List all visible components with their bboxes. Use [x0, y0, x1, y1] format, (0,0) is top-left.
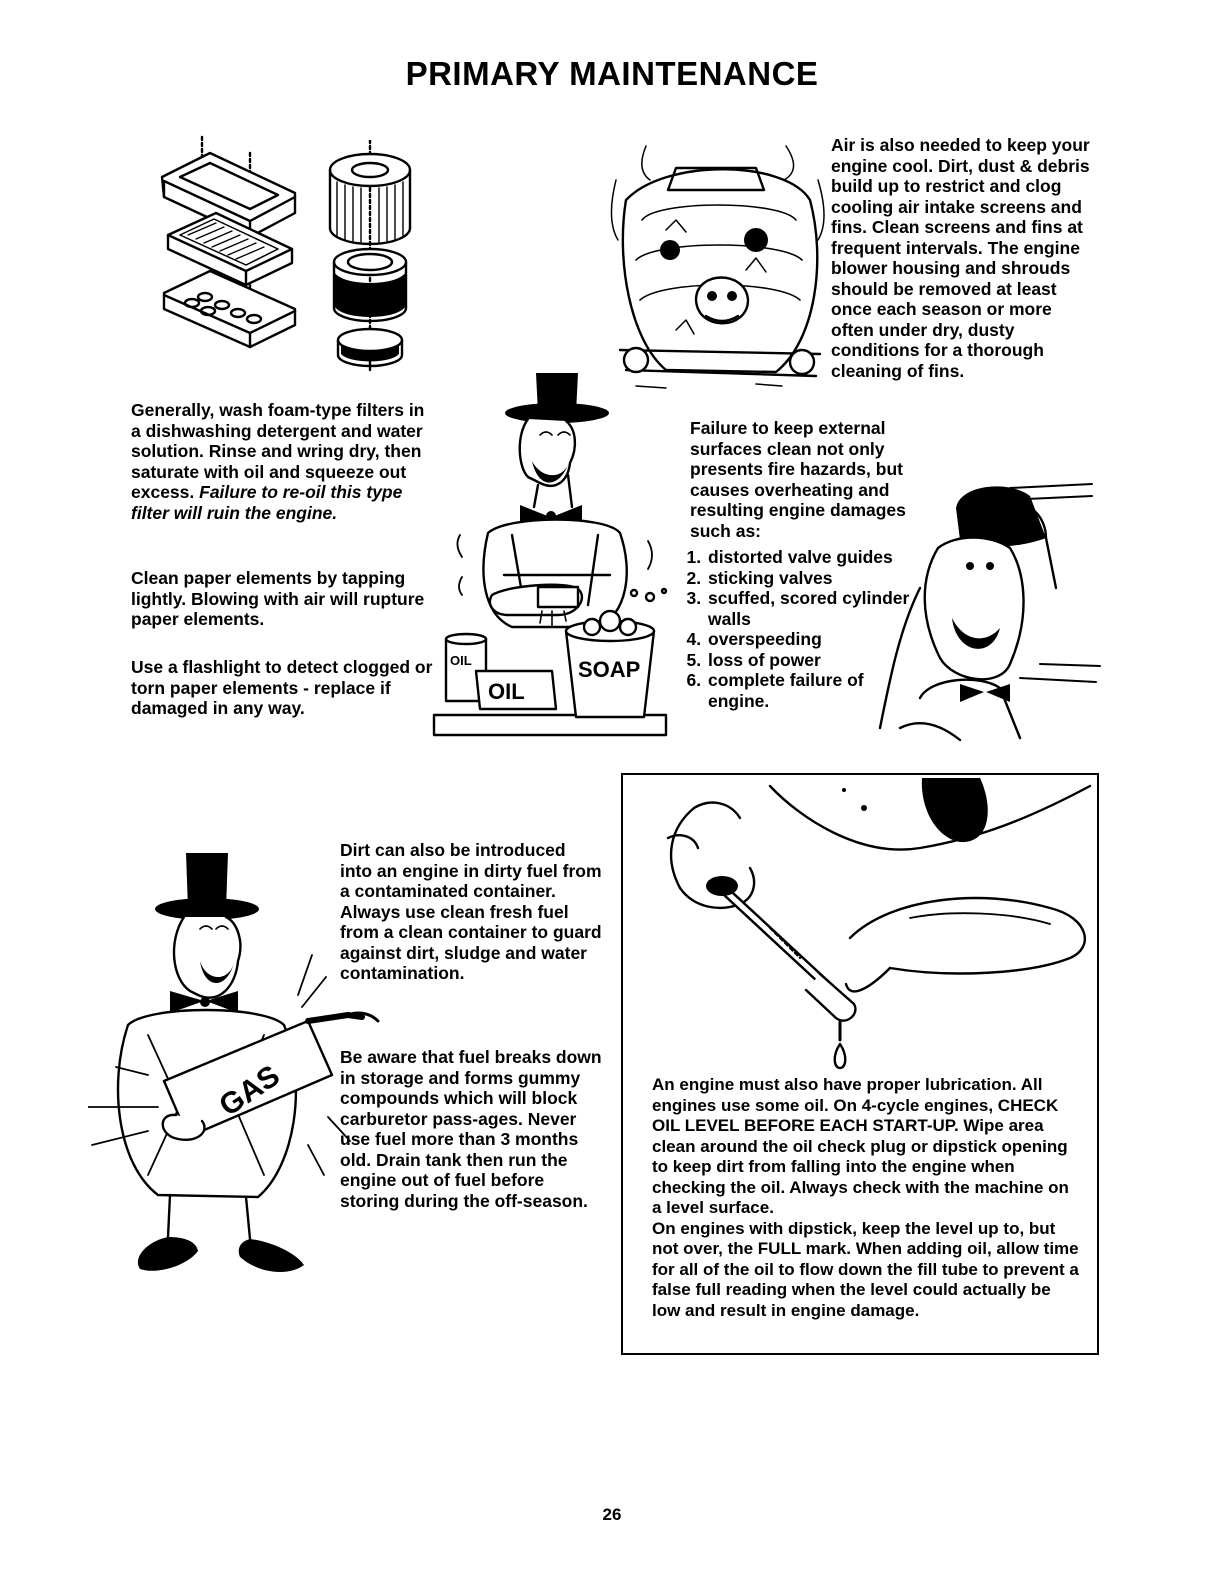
paper-element-text: Clean paper elements by tapping lightly. Blowing with air will rupture paper elements. [131, 568, 425, 629]
page-title: PRIMARY MAINTENANCE [405, 55, 819, 92]
lubrication-text [652, 1075, 1082, 1321]
external-surfaces-text: Failure to keep external surfaces clean not only presents fire hazards, but causes overheating and resulting engine damages such as: [690, 418, 906, 541]
damage-item-3: 3. scuffed, scored cylinder walls [706, 588, 926, 629]
foam-filter-text [131, 400, 436, 523]
dipstick-check-illustration [650, 778, 1095, 1070]
lubrication-paragraph-1: An engine must also have proper lubrication. All engines use some oil. On 4-cycle engines, CHECK OIL LEVEL BEFORE EACH START-UP. Wipe area clean around the oil check plug or dipstick opening to keep dirt from falling into the engine when checking the oil. Always check with the machine on a level surface. [652, 1075, 1069, 1217]
filter-cartridge-illustration [325, 140, 415, 375]
damage-item-5: 5. loss of power [706, 650, 926, 671]
lubrication-paragraph-2: On engines with dipstick, keep the level up to, but not over, the FULL mark. When adding oil, allow time for all of the oil to flow down the fill tube to prevent a false full reading when the level could actually be low and result in engine damage. [652, 1218, 1079, 1320]
fuel-storage-text: Be aware that fuel breaks down in storage and forms gummy compounds which will block carburetor pass-ages. Never use fuel more than 3 months old. Drain tank then run the engine out of fuel before storing during the off-season. [340, 1047, 602, 1211]
soap-bucket-label: SOAP [578, 657, 641, 682]
damage-item-2: 2. sticking valves [706, 568, 926, 589]
air-filter-illustration [150, 135, 310, 350]
damage-item-4: 4. overspeeding [706, 629, 926, 650]
overheating-turtle-illustration [860, 478, 1105, 750]
dirty-fuel-text: Dirt can also be introduced into an engine in dirty fuel from a contaminated container. Always use clean fresh fuel from a clean container to guard against dirt, sludge and water contamination. [340, 840, 602, 983]
gas-can-label: GAS [213, 1059, 286, 1123]
cooling-text: Air is also needed to keep your engine cool. Dirt, dust & debris build up to restrict and clog cooling air intake screens and fins. Clean screens and fins at frequent intervals. The engine blower housing and shrouds should be removed at least once each season or more often under dry, dusty conditions for a thorough cleaning of fins. [831, 135, 1090, 381]
page-number: 26 [602, 1505, 622, 1524]
flashlight-text: Use a flashlight to detect clogged or torn paper elements - replace if damaged in any way. [131, 657, 433, 718]
damage-item-6: 6. complete failure of engine. [706, 670, 926, 711]
foam-filter-warning: Failure to re-oil this type filter will ruin the engine. [131, 482, 403, 523]
oil-can-label: OIL [450, 653, 472, 668]
turtle-washing-filter-illustration [428, 365, 688, 743]
dirty-engine-illustration [606, 140, 831, 400]
damage-item-1: 1. distorted valve guides [706, 547, 926, 568]
foam-filter-instructions: Generally, wash foam-type filters in a dishwashing detergent and water solution. Rinse and wring dry, then saturate with oil and squeeze out excess. [131, 400, 425, 502]
oil-pan-label: OIL [488, 679, 525, 704]
turtle-gas-can-illustration [88, 845, 383, 1285]
